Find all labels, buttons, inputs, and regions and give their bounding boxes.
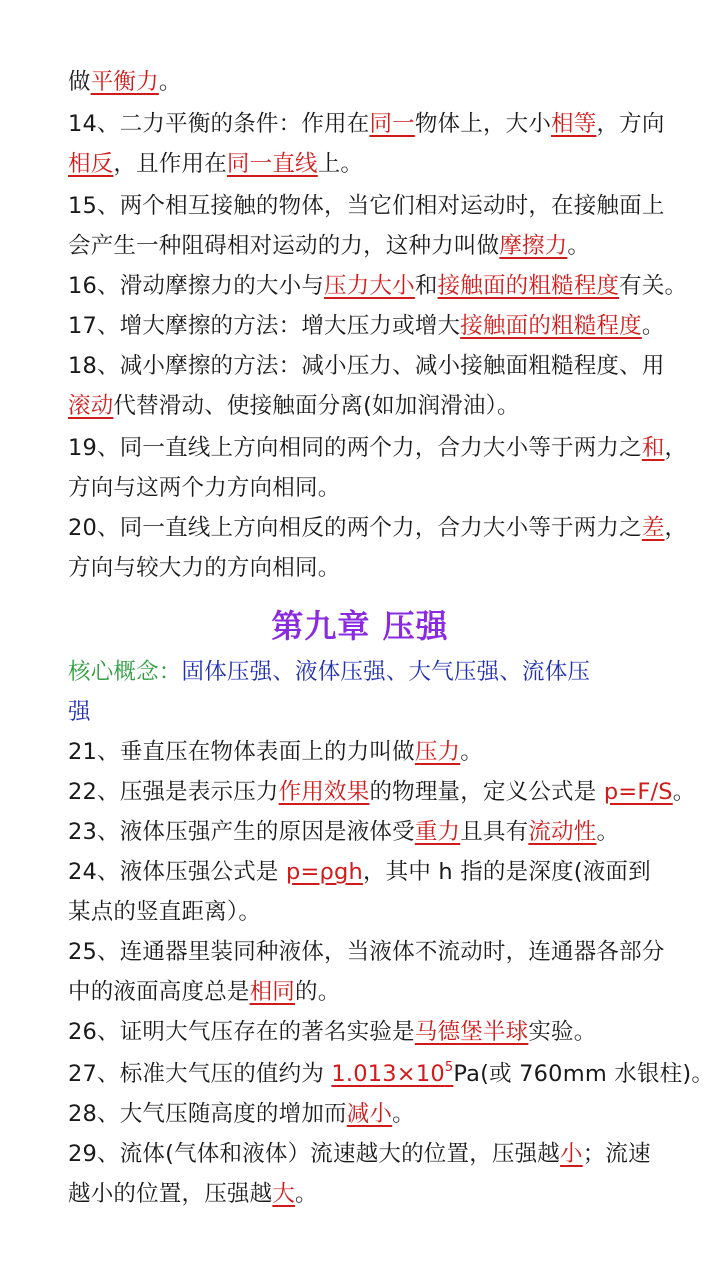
text: 。 [641,313,665,339]
text: 有关。 [619,273,688,299]
text-line [68,508,688,548]
answer-underlined: 重力 [414,819,461,845]
text: ，方向 [596,111,665,137]
text-line [68,892,660,932]
text: 。 [672,779,696,805]
text-line [68,346,665,386]
text: 方向与较大力的方向相同。 [68,555,341,581]
answer-underlined: 作用效果 [278,779,370,805]
answer-base: 1.013×10 [331,1061,445,1087]
text-line [68,812,660,852]
answer-underlined: 同一直线 [226,151,318,177]
answer-underlined: 接触面的粗糙程度 [437,273,620,299]
text-line [68,1134,660,1174]
answer-underlined: 马德堡半球 [414,1019,529,1045]
text: 中的液面高度总是 [68,979,250,1005]
answer-underlined: 流动性 [528,819,597,845]
answer-underlined: 大 [272,1181,296,1207]
text: 19、同一直线上方向相同的两个力，合力大小等于两力之 [68,435,642,461]
text: 16、滑动摩擦力的大小与 [68,273,325,299]
answer-underlined: 相反 [68,151,114,177]
text: 方向与这两个力方向相同。 [68,475,341,501]
text-line [68,1012,660,1052]
text: 24、液体压强公式是 [68,859,286,885]
text: 22、压强是表示压力 [68,779,279,805]
text-line [68,972,660,1012]
text-line [68,468,660,508]
core-concepts-text: 强 [68,699,91,725]
chapter-title: 第九章 压强 [271,607,449,645]
text: 25、连通器里装同种液体，当液体不流动时，连通器各部分 [68,939,665,965]
text: Pa(或 760mm 水银柱)。 [453,1061,715,1087]
answer-underlined: 小 [560,1141,583,1167]
text: 14、二力平衡的条件：作用在 [68,111,370,137]
text-line [68,1174,660,1214]
answer-underlined: 压力 [414,739,461,765]
answer-underlined: 接触面的粗糙程度 [460,313,642,339]
text: 17、增大摩擦的方法：增大压力或增大 [68,313,461,339]
answer-underlined: 相等 [551,111,597,137]
text: 和 [414,273,438,299]
text: 。 [295,1181,318,1207]
text-line [68,772,696,812]
text: 越小的位置，压强越 [68,1181,273,1207]
text-line [68,226,660,266]
text-line [68,306,665,346]
text: 做 [68,69,91,95]
core-concepts-line [68,652,660,692]
text: 上。 [317,151,364,177]
answer-underlined: p=ρgh [285,859,363,885]
text-line [68,186,665,226]
text: 且具有 [460,819,529,845]
text-line [68,144,660,184]
answer-underlined [331,1061,453,1087]
core-concepts-line [68,692,660,732]
text: 的。 [295,979,341,1005]
text: 。 [567,233,591,259]
answer-underlined: 和 [641,435,665,461]
text: 23、液体压强产生的原因是液体受 [68,819,415,845]
core-concepts-label: 核心概念： [68,659,182,685]
text-line [68,852,660,892]
text: 。 [460,739,483,765]
answer-underlined: 摩擦力 [499,233,568,259]
text: ；流速 [582,1141,651,1167]
text-line [68,428,688,468]
text-line [68,1054,715,1094]
answer-underlined: p=F/S [603,779,673,805]
text: 。 [392,1101,415,1127]
text-line [68,266,688,306]
core-concepts-text: 固体压强、液体压强、大气压强、流体压 [181,659,591,685]
answer-underlined: 同一 [369,111,415,137]
answer-underlined: 滚动 [68,393,114,419]
answer-exponent: 5 [444,1060,454,1075]
text: ，其中 h 指的是深度(液面到 [362,859,651,885]
text: ，且作用在 [113,151,227,177]
text: ， [664,515,688,541]
answer-underlined: 减小 [346,1101,393,1127]
text: 某点的竖直距离）。 [68,899,262,925]
text: 实验。 [528,1019,597,1045]
text: 21、垂直压在物体表面上的力叫做 [68,739,415,765]
text: 的物理量，定义公式是 [369,779,604,805]
text: 20、同一直线上方向相反的两个力，合力大小等于两力之 [68,515,642,541]
text: ， [664,435,688,461]
text: 18、减小摩擦的方法：减小压力、减小接触面粗糙程度、用 [68,353,665,379]
text: 28、大气压随高度的增加而 [68,1101,347,1127]
text: 29、流体(气体和液体）流速越大的位置，压强越 [68,1141,561,1167]
answer-underlined: 压力大小 [324,273,415,299]
text: 27、标准大气压的值约为 [68,1061,332,1087]
text-line [68,104,665,144]
answer-underlined: 平衡力 [90,69,159,95]
text-line [68,548,660,588]
text-line [68,1094,660,1134]
text-line [68,386,660,426]
text-line [68,62,660,102]
text-line [68,732,660,772]
text: 。 [596,819,620,845]
answer-underlined: 相同 [249,979,296,1005]
answer-underlined: 差 [641,515,665,541]
text: 15、两个相互接触的物体，当它们相对运动时，在接触面上 [68,193,665,219]
text: 物体上，大小 [414,111,552,137]
text: 。 [158,69,182,95]
text-line [68,932,665,972]
text: 会产生一种阻碍相对运动的力，这种力叫做 [68,233,500,259]
text: 26、证明大气压存在的著名实验是 [68,1019,415,1045]
text: 代替滑动、使接触面分离(如加润滑油）。 [113,393,520,419]
